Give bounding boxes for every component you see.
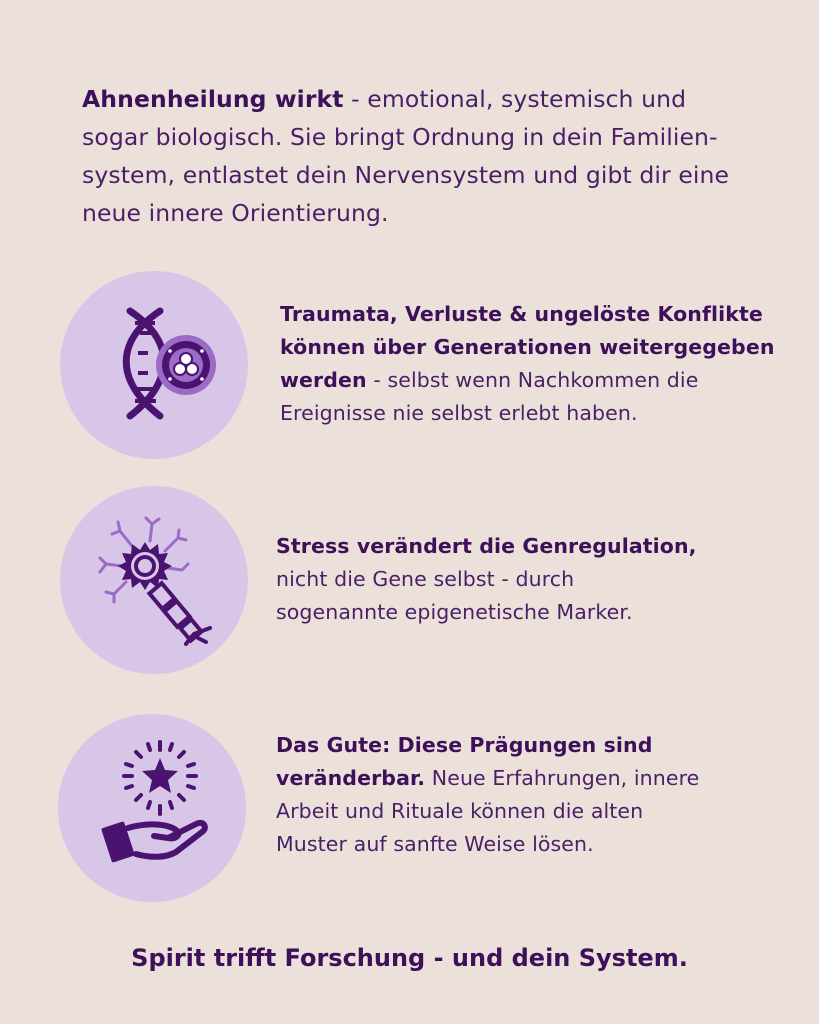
item-1-bold-line-3: werden bbox=[280, 368, 367, 392]
intro-line-1 bbox=[82, 80, 782, 118]
item-3-bold-line-1: Das Gute: Diese Prägungen sind bbox=[276, 733, 653, 757]
item-3-bold-line-2: veränderbar. bbox=[276, 766, 426, 790]
item-1-line-3 bbox=[280, 364, 775, 397]
intro-line-1-rest: - emotional, systemisch und bbox=[343, 85, 687, 113]
item-3-line-4: Muster auf sanfte Weise lösen. bbox=[276, 832, 594, 856]
item-2-line-3: sogenannte epigenetische Marker. bbox=[276, 600, 633, 624]
item-3-line-3: Arbeit und Rituale können die alten bbox=[276, 799, 644, 823]
intro-line-2: sogar biologisch. Sie bringt Ordnung in dein Familien- bbox=[82, 123, 718, 151]
hand-star-icon-circle bbox=[58, 714, 246, 902]
item-1-bold-line-2: können über Generationen weitergegeben bbox=[280, 335, 775, 359]
intro-line-4: neue innere Orientierung. bbox=[82, 199, 389, 227]
neuron-icon bbox=[60, 486, 248, 674]
footer-tagline: Spirit trifft Forschung - und dein System. bbox=[131, 944, 688, 972]
dna-icon-circle bbox=[60, 271, 248, 459]
hand-star-icon bbox=[58, 714, 246, 902]
dna-cell-icon bbox=[60, 271, 248, 459]
item-1-text bbox=[280, 298, 775, 430]
item-2-line-2: nicht die Gene selbst - durch bbox=[276, 567, 575, 591]
item-3-text bbox=[276, 729, 699, 861]
item-2-text bbox=[276, 530, 697, 629]
item-1-line-3-rest: - selbst wenn Nachkommen die bbox=[366, 368, 699, 392]
item-2-bold-line-1: Stress verändert die Genregulation, bbox=[276, 534, 697, 558]
item-1-line-4: Ereignisse nie selbst erlebt haben. bbox=[280, 401, 638, 425]
intro-line-3: system, entlastet dein Nervensystem und gibt dir eine bbox=[82, 161, 730, 189]
item-3-line-2 bbox=[276, 762, 699, 795]
intro-paragraph bbox=[82, 80, 782, 232]
item-1-bold-line-1: Traumata, Verluste & ungelöste Konflikte bbox=[280, 302, 763, 326]
item-3-line-2-rest: Neue Erfahrungen, innere bbox=[425, 766, 700, 790]
intro-bold-lead: Ahnenheilung wirkt bbox=[82, 85, 344, 113]
neuron-icon-circle bbox=[60, 486, 248, 674]
